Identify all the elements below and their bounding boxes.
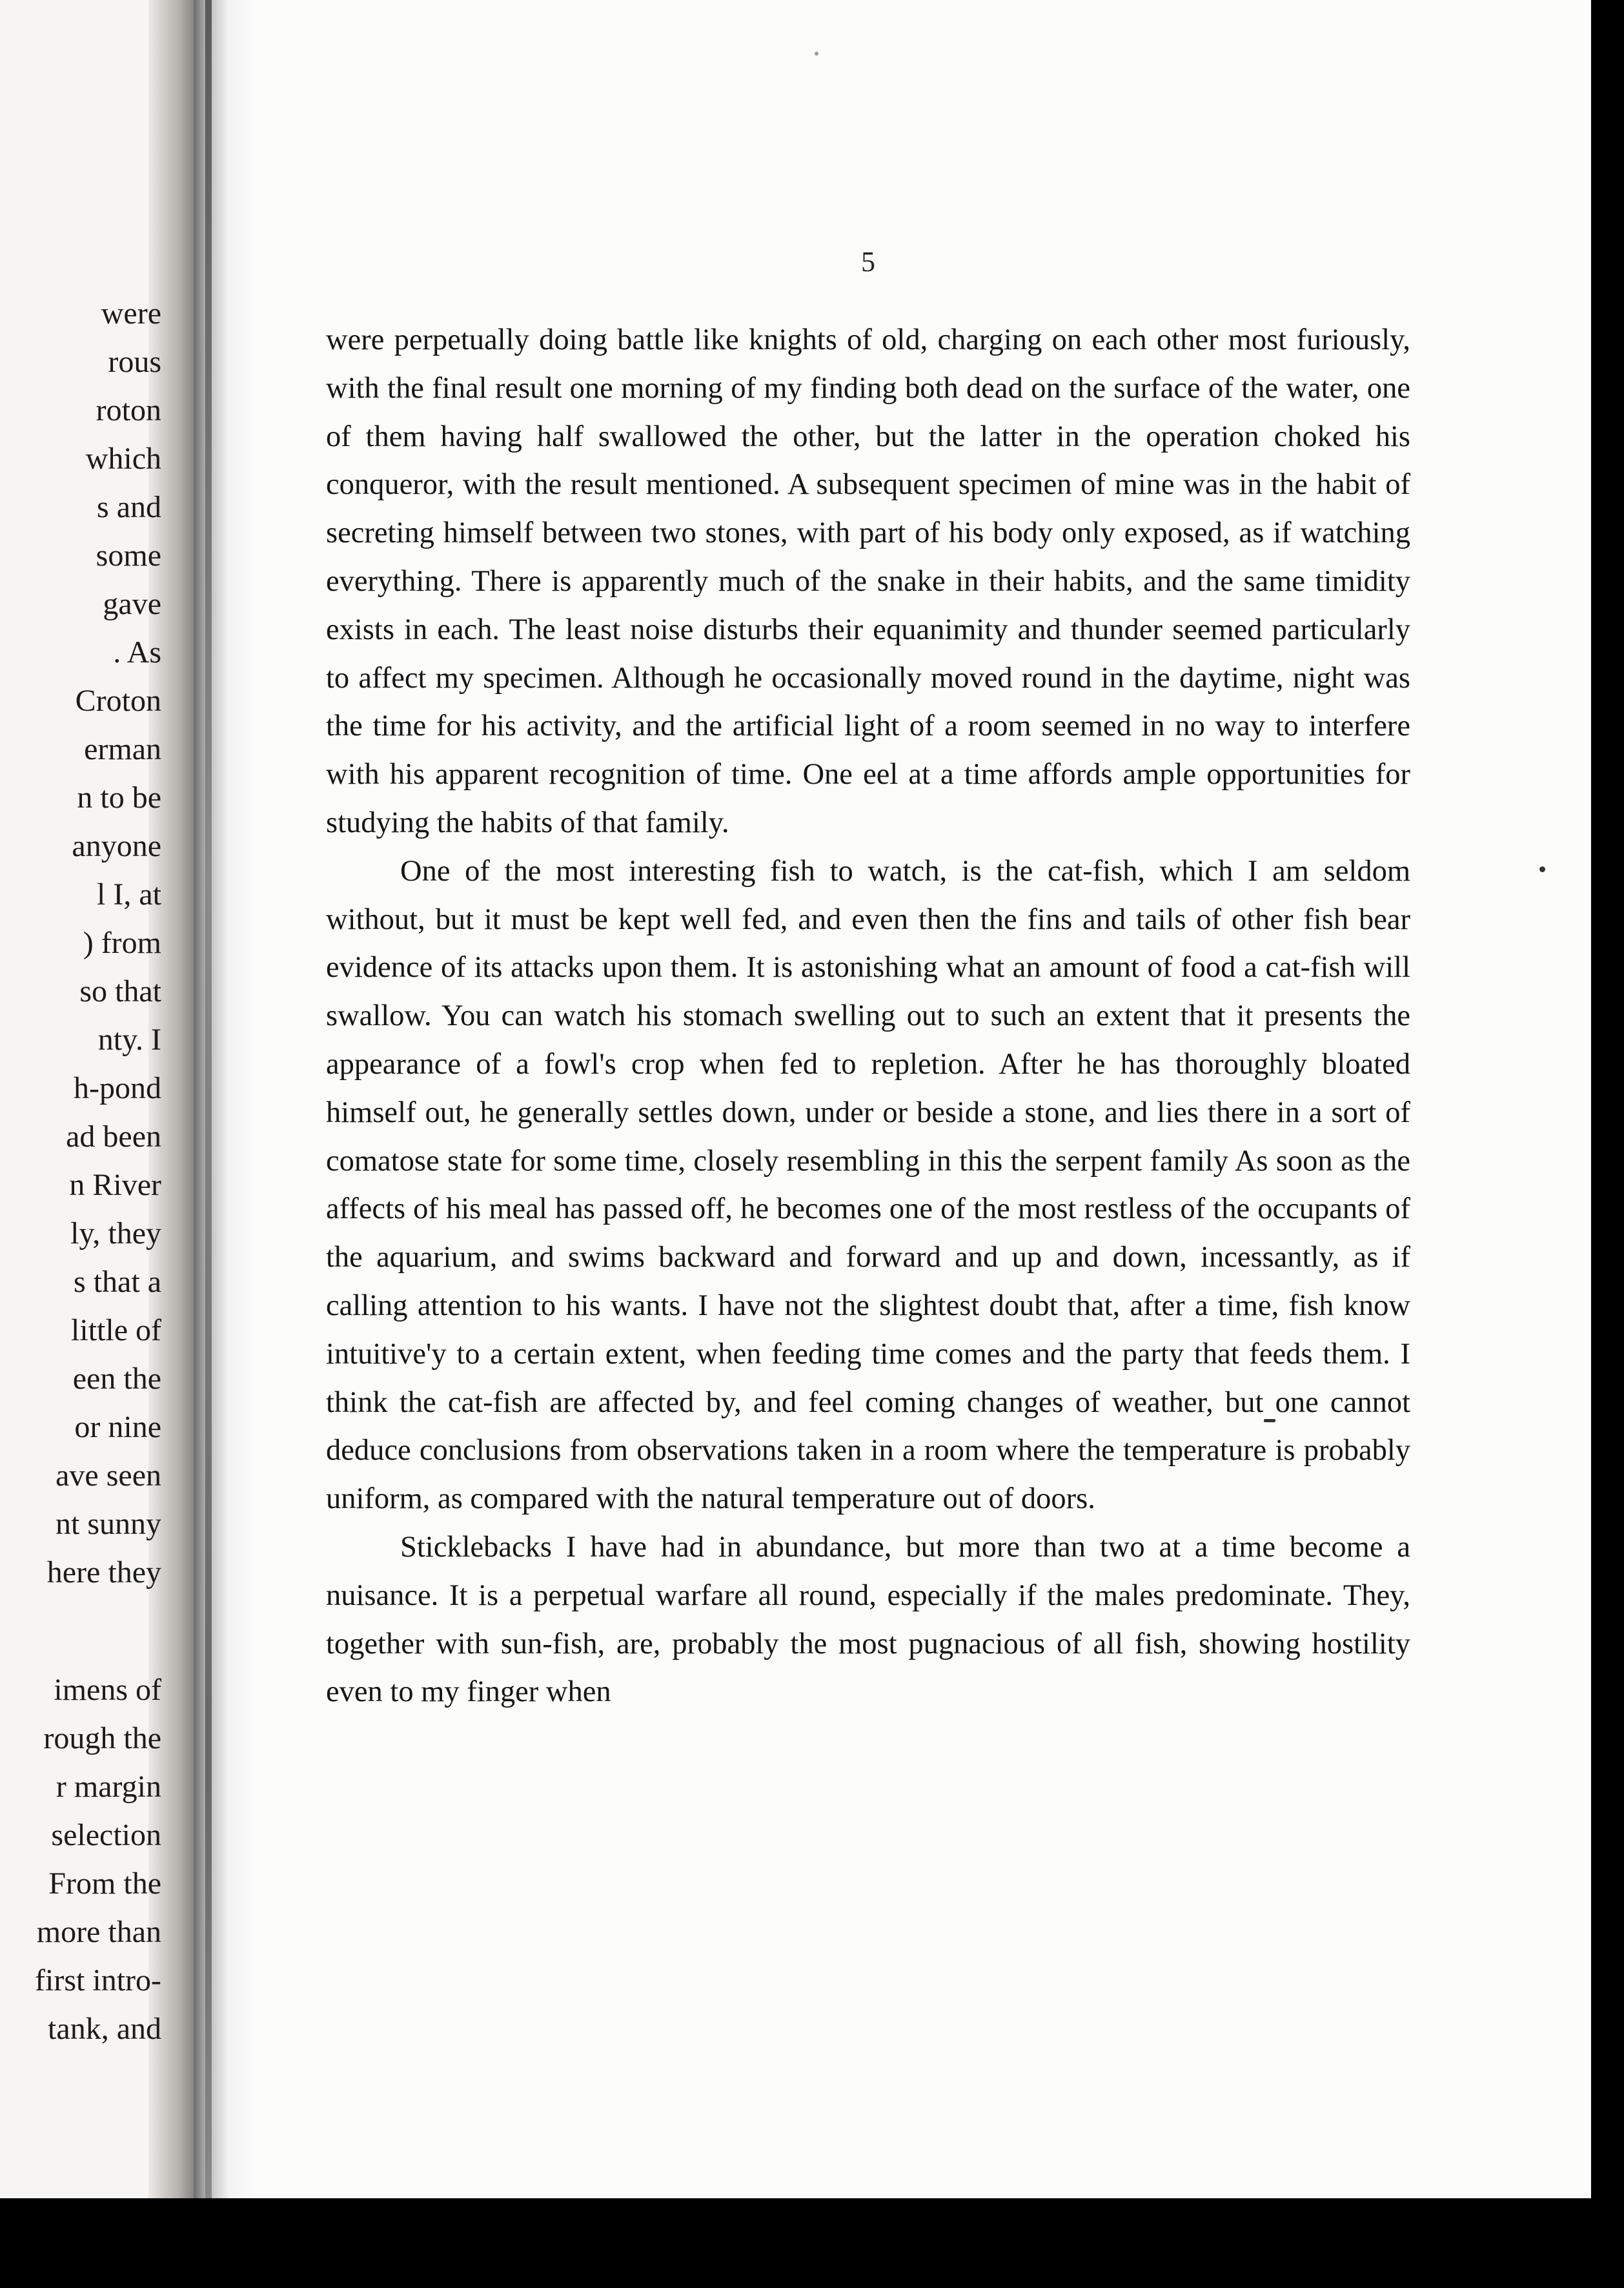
book-gutter: [194, 0, 252, 2198]
left-page-line-fragment: rous: [108, 345, 161, 379]
paragraph-eel-continued: were perpetually doing battle like knights of old, charging on each other most furiously, with the final result one morning of my finding both dead on the surface of the water, one of them having half swallowed the other, but the latter in the operation choked his conqueror, with the result mentioned. A subsequent specimen of mine was in the habit of secreting himself between two stones, with part of his body only exposed, as if watching everything. There is apparently much of the snake in their habits, and the same timidity exists in each. The least noise disturbs their equanimity and thunder seemed particularly to affect my specimen. Although he occasionally moved round in the daytime, night was the time for his activity, and the artificial light of a room seemed in no way to interfere with his apparent recognition of time. One eel at a time affords ample opportunities for studying the habits of that family.: [326, 323, 1410, 839]
left-page-line-fragment: ) from: [83, 926, 161, 960]
left-page-line-fragment: selection: [51, 1818, 161, 1852]
paragraph-sticklebacks: Sticklebacks I have had in abundance, but more than two at a time become a nuisance. It is a perpetual warfare all round, especially if the males predominate. They, together with sun-fish, are, probably the most pugnacious of all fish, showing hostility even to my finger when: [326, 1530, 1410, 1709]
left-page-line-fragment: little of: [71, 1313, 161, 1347]
paragraph-cat-fish: One of the most interesting fish to watch, is the cat-fish, which I am seldom without, but it must be kept well fed, and even then the fins and tails of other fish bear evidence of its attacks upon them. It is astonishing what an amount of food a cat-fish will swallow. You can watch his stomach swelling out to such an extent that it presents the appearance of a fowl's crop when fed to repletion. After he has thoroughly bloated himself out, he generally settles down, under or beside a stone, and lies there in a sort of comatose state for some time, closely resembling in this the serpent family As soon as the affects of his meal has passed off, he becomes one of the most restless of the occupants of the aquarium, and swims backward and forward and up and down, incessantly, as if calling attention to his wants. I have not the slightest doubt that, after a time, fish know intuitive'y to a certain extent, when feeding time comes and the party that feeds them. I think the cat-fish are affected by, and feel coming changes of weather, but one cannot deduce conclusions from observations taken in a room where the temperature is probably uniform, as compared with the natural temperature out of doors.: [326, 854, 1410, 1516]
left-page-line-fragment: n River: [69, 1168, 161, 1202]
scan-speck: [1539, 866, 1545, 872]
left-page-line-fragment: ave seen: [56, 1458, 161, 1493]
left-page-edge: [0, 0, 194, 2198]
scanner-background: [0, 2198, 1624, 2288]
left-page-line-fragment: erman: [84, 732, 161, 766]
left-page-line-fragment: rough the: [43, 1721, 161, 1755]
gutter-edge: [205, 0, 212, 2198]
left-page-line-fragment: r margin: [56, 1770, 161, 1804]
left-page-line-fragment: roton: [96, 393, 161, 427]
left-page-line-fragment: n to be: [77, 781, 161, 815]
left-page-line-fragment: gave: [103, 587, 161, 621]
left-page-line-fragment: een the: [72, 1362, 161, 1396]
left-page-line-fragment: or nine: [74, 1410, 161, 1444]
left-page-line-fragment: . As: [113, 635, 161, 669]
page-number: 5: [861, 246, 875, 278]
body-text: [326, 316, 1410, 1717]
left-page-line-fragment: nt sunny: [55, 1507, 161, 1541]
left-page-line-fragment: first intro-: [35, 1963, 161, 1997]
left-page-line-fragment: tank, and: [48, 2012, 161, 2046]
left-page-line-fragment: h-pond: [74, 1071, 161, 1105]
left-page-line-fragment: anyone: [72, 829, 161, 863]
scan-speck: [1264, 1419, 1275, 1422]
left-page-line-fragment: s and: [97, 490, 161, 524]
left-page-line-fragment: ad been: [66, 1119, 161, 1154]
left-page-line-fragment: more than: [36, 1915, 161, 1949]
left-page-line-fragment: were: [101, 296, 161, 331]
left-page-line-fragment: some: [96, 538, 161, 573]
scan-speck: [815, 52, 818, 56]
left-page-line-fragment: so that: [79, 974, 161, 1008]
left-page-line-fragment: here they: [46, 1555, 161, 1589]
left-page-line-fragment: From the: [48, 1866, 161, 1901]
left-page-line-fragment: Croton: [75, 684, 161, 718]
left-page-line-fragment: s that a: [74, 1265, 161, 1299]
left-page-line-fragment: ly, they: [70, 1216, 161, 1251]
left-page-line-fragment: imens of: [54, 1673, 161, 1707]
left-page-line-fragment: nty. I: [97, 1023, 161, 1057]
left-page-line-fragment: l I, at: [97, 877, 161, 912]
left-page-line-fragment: which: [85, 442, 161, 476]
